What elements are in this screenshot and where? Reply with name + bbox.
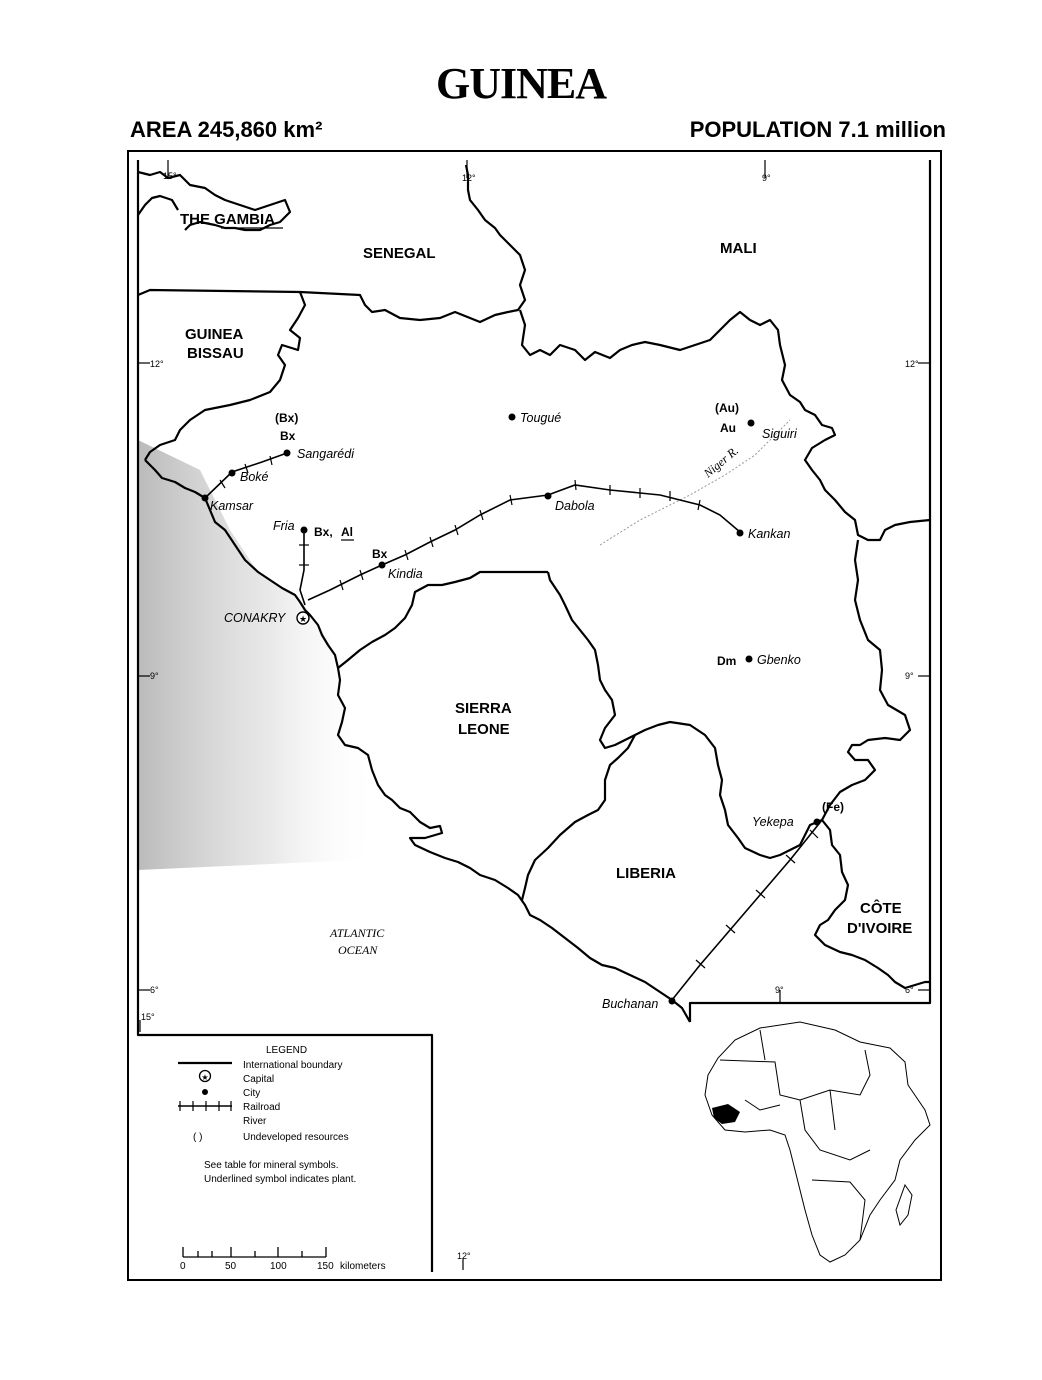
ocean-shading — [138, 440, 380, 870]
mineral-sangaredi-undeveloped: (Bx) — [275, 411, 299, 425]
svg-text:★: ★ — [201, 1073, 209, 1082]
mineral-gbenko: Dm — [717, 654, 737, 668]
scale-bar — [183, 1247, 326, 1257]
cote-divoire-label-2: D'IVOIRE — [847, 920, 913, 937]
population-label: POPULATION 7.1 million — [689, 117, 946, 142]
mineral-sangaredi: Bx — [280, 429, 296, 443]
mineral-siguiri-undeveloped: (Au) — [715, 401, 739, 415]
ocean-label-2: OCEAN — [338, 943, 378, 957]
svg-text:★: ★ — [298, 614, 308, 624]
legend-undeveloped: Undeveloped resources — [243, 1132, 349, 1143]
gambia-label: THE GAMBIA — [180, 211, 275, 228]
lat-9-right: 9° — [905, 671, 914, 681]
lat-6-left: 6° — [150, 985, 159, 995]
scale-0: 0 — [180, 1261, 186, 1272]
scale-100: 100 — [270, 1261, 287, 1272]
lon-12-bottom: 12° — [457, 1251, 471, 1261]
liberia-label: LIBERIA — [616, 865, 676, 882]
niger-river-label: Niger R. — [700, 443, 742, 481]
city-conakry: CONAKRY — [224, 611, 286, 625]
sierra-leone-label-1: SIERRA — [455, 700, 512, 717]
capital-marker — [297, 612, 309, 624]
city-kamsar: Kamsar — [210, 499, 254, 513]
city-dabola: Dabola — [555, 499, 595, 513]
city-yekepa: Yekepa — [752, 815, 794, 829]
lat-12-left: 12° — [150, 359, 164, 369]
lat-6-right: 6° — [905, 985, 914, 995]
legend-boundary: International boundary — [243, 1060, 343, 1071]
lat-9-left: 9° — [150, 671, 159, 681]
city-gbenko: Gbenko — [757, 653, 801, 667]
mineral-fria-plant: Al — [341, 525, 353, 539]
city-kankan: Kankan — [748, 527, 791, 541]
city-tougue: Tougué — [520, 411, 562, 425]
lon-15-top: 15° — [163, 171, 177, 181]
legend-city: City — [243, 1088, 261, 1099]
city-buchanan: Buchanan — [602, 997, 659, 1011]
lon-12-top: 12° — [462, 173, 476, 183]
city-kindia: Kindia — [388, 567, 423, 581]
lon-15-bottom: 15° — [141, 1012, 155, 1022]
scale-unit: kilometers — [340, 1261, 386, 1272]
lon-9-bottom: 9° — [775, 985, 784, 995]
area-label: AREA 245,860 km² — [130, 117, 323, 142]
legend-title: LEGEND — [266, 1045, 308, 1056]
lat-12-right: 12° — [905, 359, 919, 369]
mali-label: MALI — [720, 240, 757, 257]
guinea-inset-highlight — [712, 1104, 740, 1124]
map-title: GUINEA — [435, 59, 607, 108]
guinea-bissau-label-1: GUINEA — [185, 326, 244, 343]
legend-undeveloped-symbol: ( ) — [193, 1132, 203, 1143]
scale-50: 50 — [225, 1261, 237, 1272]
mineral-yekepa: (Fe) — [822, 800, 844, 814]
ocean-label-1: ATLANTIC — [330, 926, 385, 940]
legend — [178, 1045, 356, 1185]
legend-railroad: Railroad — [243, 1102, 281, 1113]
lon-9-top: 9° — [762, 173, 771, 183]
city-siguiri: Siguiri — [762, 427, 797, 441]
mineral-fria: Bx, — [314, 525, 333, 539]
sierra-leone-label-2: LEONE — [458, 721, 510, 738]
guinea-bissau-label-2: BISSAU — [187, 345, 244, 362]
legend-note-1: See table for mineral symbols. — [204, 1160, 339, 1171]
city-boke: Boké — [240, 470, 269, 484]
legend-capital: Capital — [243, 1074, 275, 1085]
scale-150: 150 — [317, 1261, 334, 1272]
mineral-kindia: Bx — [372, 547, 388, 561]
cote-divoire-label-1: CÔTE — [860, 900, 902, 917]
city-fria: Fria — [273, 519, 295, 533]
mineral-siguiri: Au — [720, 421, 736, 435]
legend-note-2: Underlined symbol indicates plant. — [204, 1174, 357, 1185]
city-sangaredi: Sangarédi — [297, 447, 354, 461]
africa-inset-map — [705, 1022, 930, 1262]
legend-river: River — [243, 1116, 267, 1127]
senegal-label: SENEGAL — [363, 245, 436, 262]
